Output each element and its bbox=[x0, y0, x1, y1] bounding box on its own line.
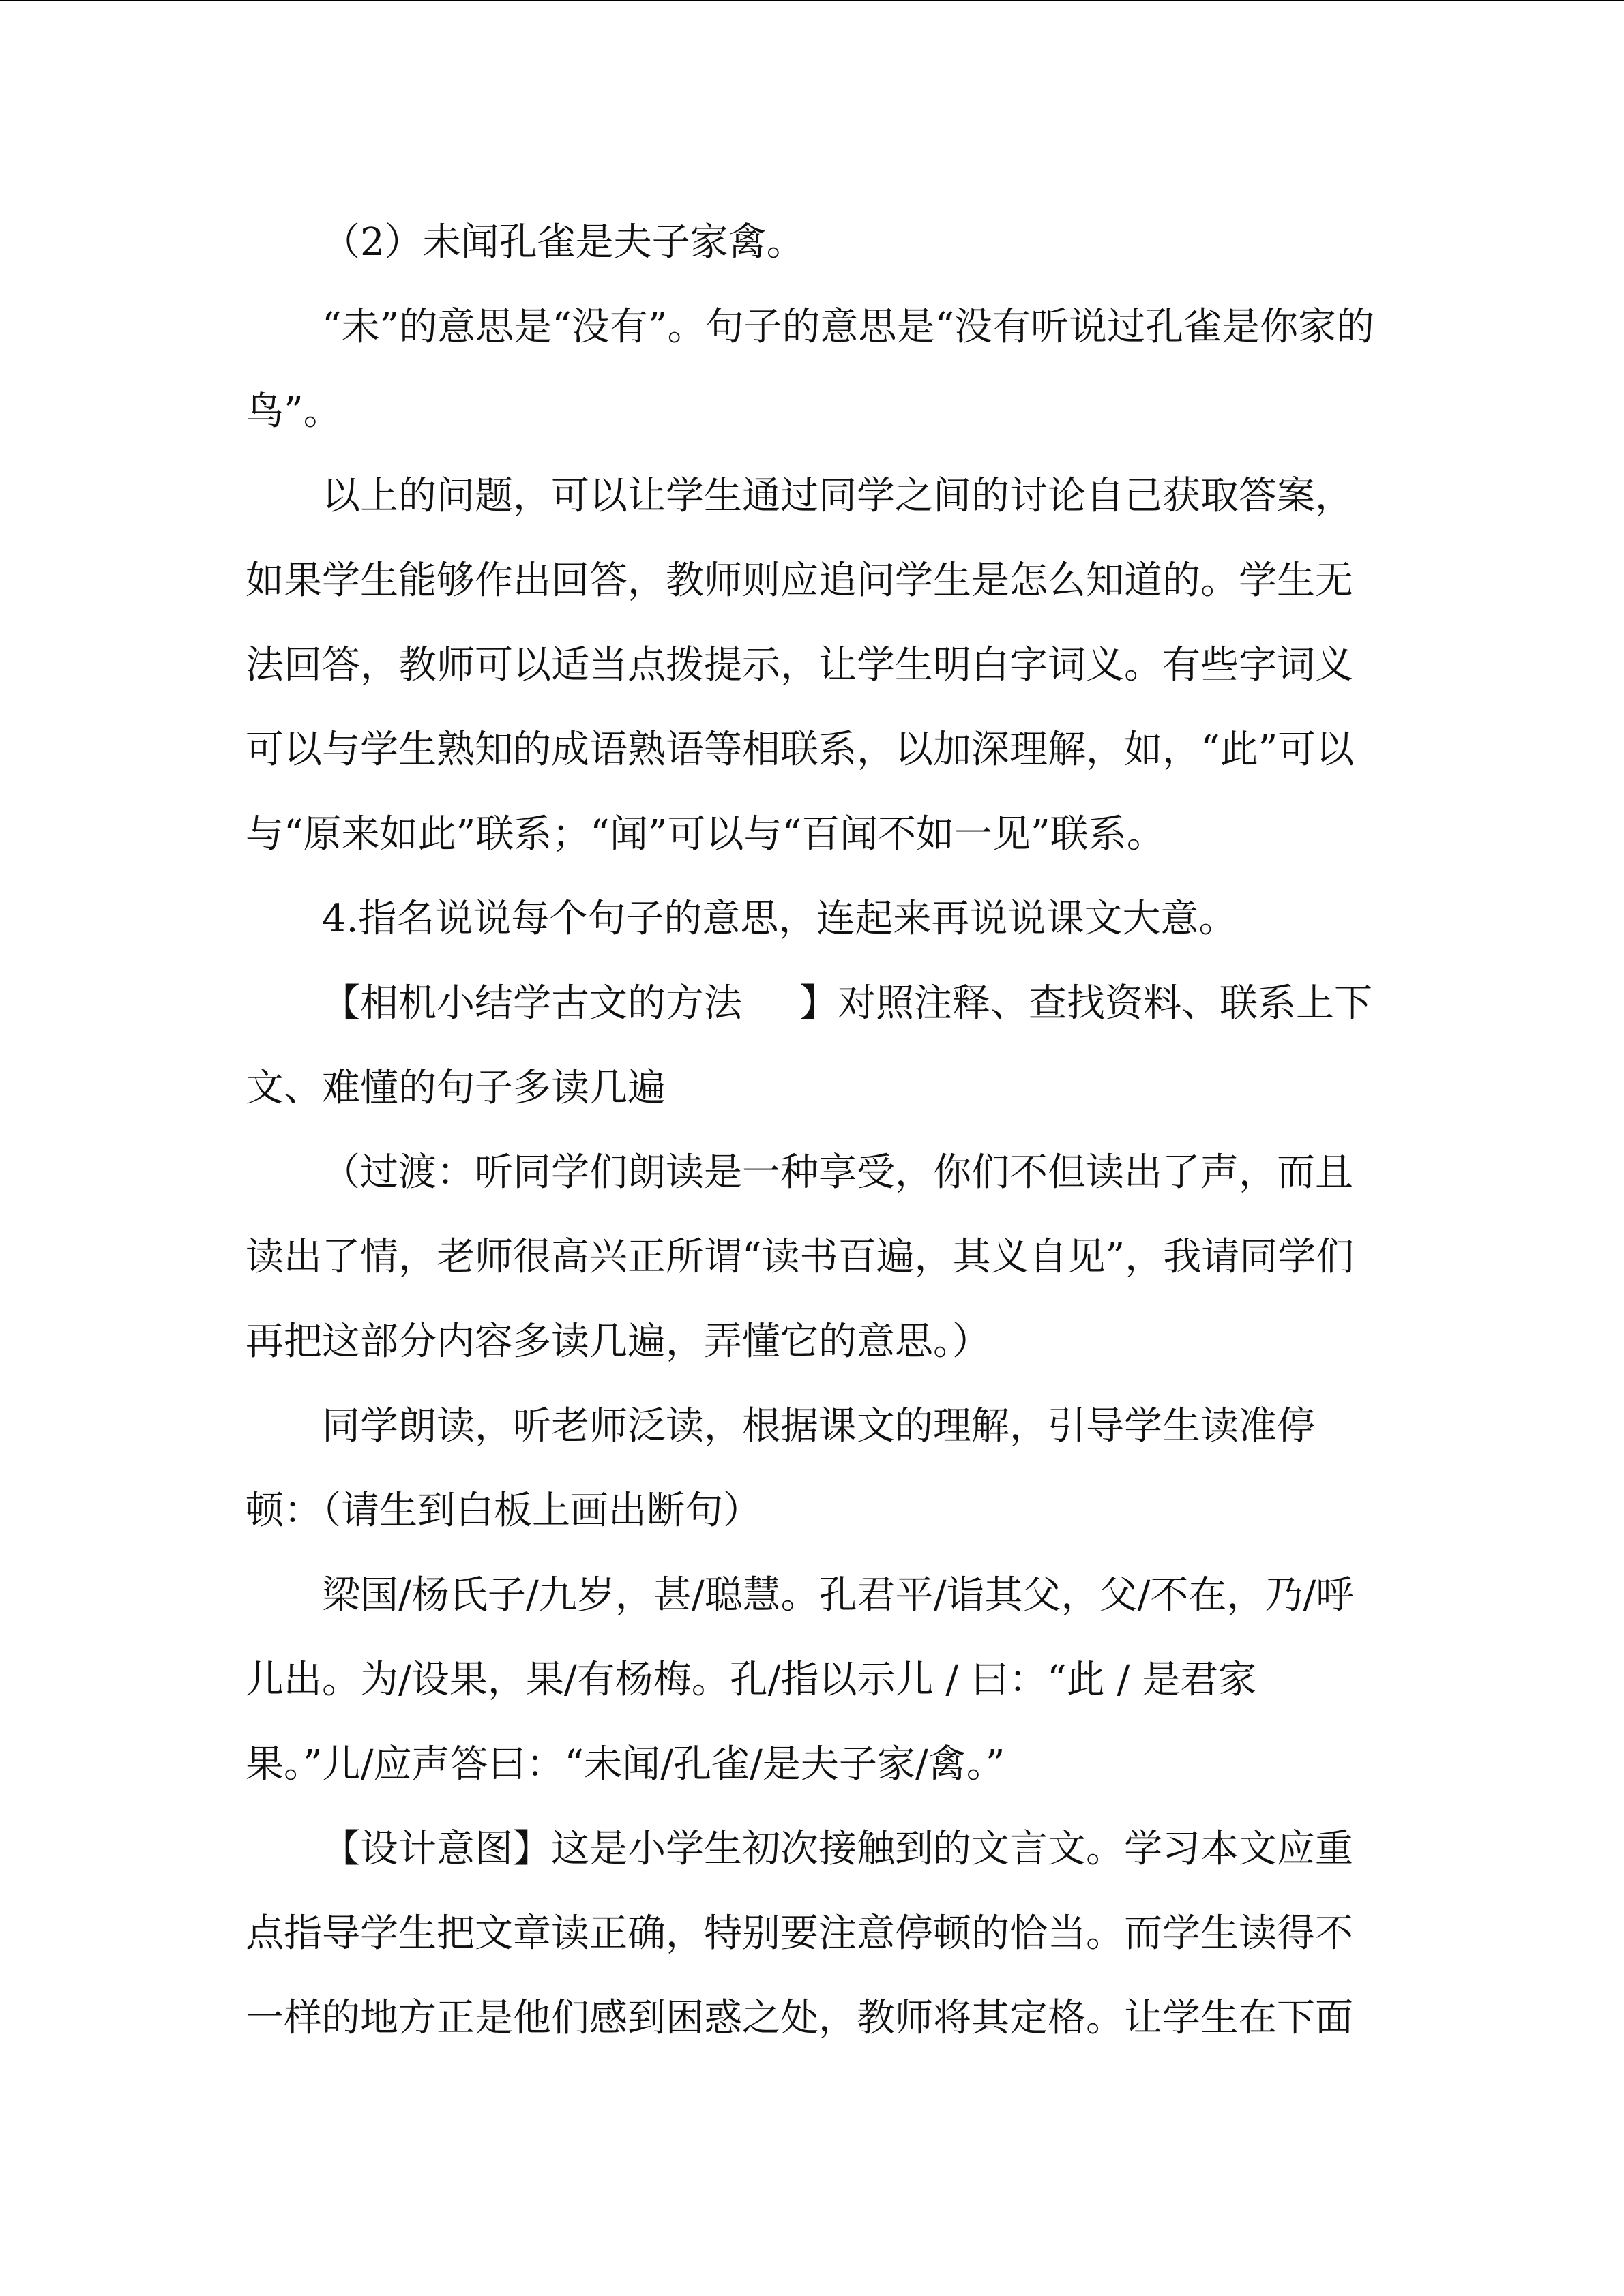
paragraph-teaching-note: 以上的问题，可以让学生通过同学之间的讨论自己获取答案，如果学生能够作出回答，教师则应追问学生是怎么知道的。学生无法回答，教师可以适当点拨提示，让学生明白字词义。有些字词义可以与学生熟知的成语熟语等相联系，以加深理解，如，“此”可以与“原来如此”联系；“闻”可以与“百闻不如一见”联系。 bbox=[246, 474, 1355, 856]
paragraph-sentence-breaks: 梁国/杨氏子/九岁，甚/聪慧。孔君平/诣其父，父/不在，乃/呼儿出。为/设果，果/有杨梅。孔/指以示儿 / 曰：“此 / 是君家果。”儿/应声答曰：“未闻/孔雀/是夫子家/禽。” bbox=[246, 1573, 1355, 1787]
method-summary-label: 【相机小结学古文的方法 bbox=[322, 981, 742, 1026]
paragraph-method-summary bbox=[246, 961, 1383, 1131]
paragraph-transition: （过渡：听同学们朗读是一种享受，你们不但读出了声，而且读出了情，老师很高兴正所谓“读书百遍，其义自见”，我请同学们再把这部分内容多读几遍，弄懂它的意思。） bbox=[246, 1150, 1355, 1364]
paragraph-item-2: （2）未闻孔雀是夫子家禽。 bbox=[322, 220, 805, 265]
document-body bbox=[246, 200, 1383, 2061]
paragraph-step-4: 4.指名说说每个句子的意思，连起来再说说课文大意。 bbox=[322, 897, 1237, 941]
method-summary-content: 对照注释、查找资料、联系上下文、难懂的句子多读几遍 bbox=[246, 981, 1372, 1110]
paragraph-design-intent: 【设计意图】这是小学生初次接触到的文言文。学习本文应重点指导学生把文章读正确，特别要注意停顿的恰当。而学生读得不一样的地方正是他们感到困惑之处，教师将其定格。让学生在下面 bbox=[246, 1827, 1353, 2040]
method-summary-bracket: 】 bbox=[799, 981, 838, 1026]
paragraph-reading-practice: 同学朗读，听老师泛读，根据课文的理解，引导学生读准停顿：（请生到白板上画出断句） bbox=[246, 1404, 1315, 1533]
paragraph-wei-meaning: “未”的意思是“没有”。句子的意思是“没有听说过孔雀是你家的鸟”。 bbox=[246, 305, 1375, 434]
